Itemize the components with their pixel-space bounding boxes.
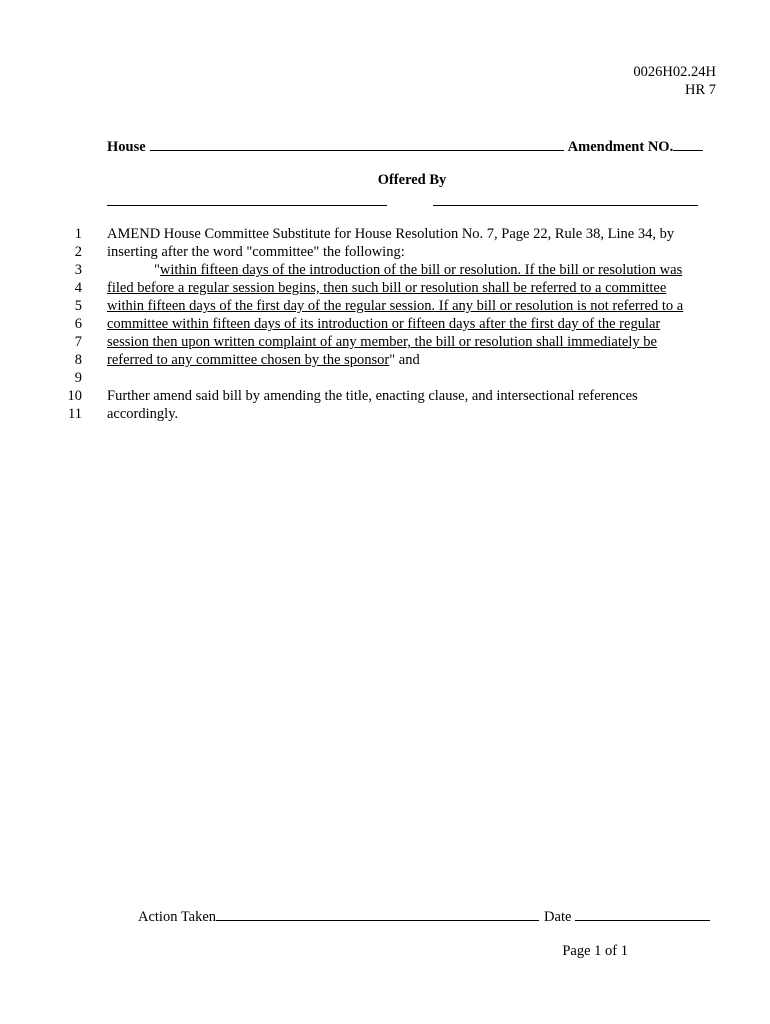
line-number: 9 bbox=[74, 370, 82, 386]
line-text bbox=[107, 387, 638, 405]
inserted-text: within fifteen days of the introduction of the bill or resolution. If the bill or resolution was bbox=[159, 262, 683, 278]
line-text bbox=[107, 225, 674, 243]
signature-line-left bbox=[107, 205, 387, 206]
date-label: Date bbox=[544, 909, 572, 925]
line-number: 3 bbox=[74, 262, 82, 278]
line-text bbox=[107, 351, 420, 369]
line-text-plain: " and bbox=[389, 352, 420, 368]
numbered-line bbox=[0, 225, 770, 243]
inserted-text: referred to any committee chosen by the sponsor bbox=[107, 352, 390, 368]
numbered-line bbox=[0, 387, 770, 405]
line-text-plain: " bbox=[154, 262, 160, 278]
action-taken-label: Action Taken bbox=[138, 909, 217, 925]
numbered-line bbox=[0, 297, 770, 315]
line-text-plain: Further amend said bill by amending the title, enacting clause, and intersectional references bbox=[107, 388, 638, 404]
amendment-label: Amendment NO. bbox=[567, 139, 674, 155]
line-text bbox=[107, 315, 660, 333]
signature-line-right bbox=[433, 205, 698, 206]
page-number: Page 1 of 1 bbox=[562, 943, 628, 959]
line-number: 4 bbox=[74, 280, 82, 296]
line-text bbox=[107, 333, 657, 351]
line-number: 2 bbox=[74, 244, 82, 260]
line-number: 11 bbox=[68, 406, 82, 422]
line-number: 6 bbox=[74, 316, 82, 332]
date-blank bbox=[575, 906, 710, 921]
document-id-block bbox=[633, 63, 716, 99]
line-text bbox=[107, 405, 178, 423]
action-taken-line bbox=[138, 906, 710, 926]
amendment-header bbox=[107, 136, 713, 156]
numbered-line bbox=[0, 315, 770, 333]
bill-number: HR 7 bbox=[684, 82, 716, 98]
line-number: 1 bbox=[74, 226, 82, 242]
line-text bbox=[154, 261, 682, 279]
line-text-plain: AMEND House Committee Substitute for House Resolution No. 7, Page 22, Rule 38, Line 34, by bbox=[107, 226, 675, 242]
line-text-plain: accordingly. bbox=[107, 406, 179, 422]
numbered-line bbox=[0, 261, 770, 279]
amendment-number-blank bbox=[673, 136, 703, 151]
line-number: 8 bbox=[74, 352, 82, 368]
inserted-text: committee within fifteen days of its introduction or fifteen days after the first day of the regular bbox=[107, 316, 661, 332]
line-text bbox=[107, 297, 683, 315]
line-number: 10 bbox=[67, 388, 82, 404]
offered-by-label: Offered By bbox=[377, 172, 447, 188]
amendment-body bbox=[0, 225, 770, 423]
document-code: 0026H02.24H bbox=[633, 64, 716, 80]
line-text-plain: inserting after the word "committee" the following: bbox=[107, 244, 405, 260]
numbered-line bbox=[0, 405, 770, 423]
numbered-line bbox=[0, 369, 770, 387]
inserted-text: within fifteen days of the first day of the regular session. If any bill or resolution is not referred to a bbox=[107, 298, 684, 314]
line-number: 5 bbox=[74, 298, 82, 314]
numbered-line bbox=[0, 243, 770, 261]
numbered-line bbox=[0, 333, 770, 351]
line-text bbox=[107, 243, 405, 261]
action-taken-blank bbox=[216, 906, 539, 921]
inserted-text: session then upon written complaint of any member, the bill or resolution shall immediately be bbox=[107, 334, 657, 350]
numbered-line bbox=[0, 351, 770, 369]
numbered-line bbox=[0, 279, 770, 297]
line-number: 7 bbox=[74, 334, 82, 350]
house-label: House bbox=[107, 139, 146, 155]
house-blank-line bbox=[150, 136, 564, 151]
line-text bbox=[107, 279, 666, 297]
inserted-text: filed before a regular session begins, then such bill or resolution shall be referred to a committee bbox=[107, 280, 667, 296]
